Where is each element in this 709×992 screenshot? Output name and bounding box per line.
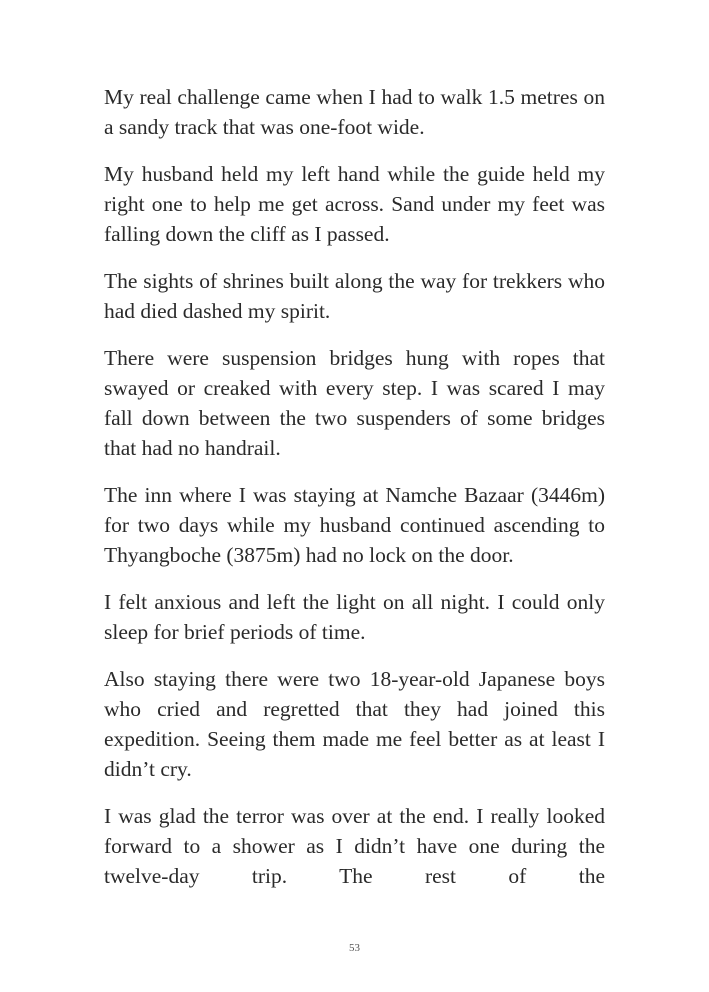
paragraph-8: I was glad the terror was over at the end. I really looked forward to a shower as I didn’t have one during the twelve-day trip. The rest of the: [104, 804, 605, 888]
paragraph-5: The inn where I was staying at Namche Bazaar (3446m) for two days while my husband continued ascending to Thyangboche (3875m) had no lock on the door.: [104, 483, 605, 567]
paragraph-2: My husband held my left hand while the guide held my right one to help me get across. Sand under my feet was falling down the cliff as I passed.: [104, 162, 605, 246]
body-text: [104, 82, 605, 908]
paragraph-6: I felt anxious and left the light on all night. I could only sleep for brief periods of time.: [104, 590, 605, 644]
paragraph-7: Also staying there were two 18-year-old Japanese boys who cried and regretted that they had joined this expedition. Seeing them made me feel better as at least I didn’t cry.: [104, 667, 605, 781]
paragraph-3: The sights of shrines built along the way for trekkers who had died dashed my spirit.: [104, 269, 605, 323]
page-number: 53: [349, 942, 360, 954]
paragraph-4: There were suspension bridges hung with ropes that swayed or creaked with every step. I was scared I may fall down between the two suspenders of some bridges that had no handrail.: [104, 346, 605, 460]
paragraph-1: My real challenge came when I had to walk 1.5 metres on a sandy track that was one-foot wide.: [104, 85, 605, 139]
